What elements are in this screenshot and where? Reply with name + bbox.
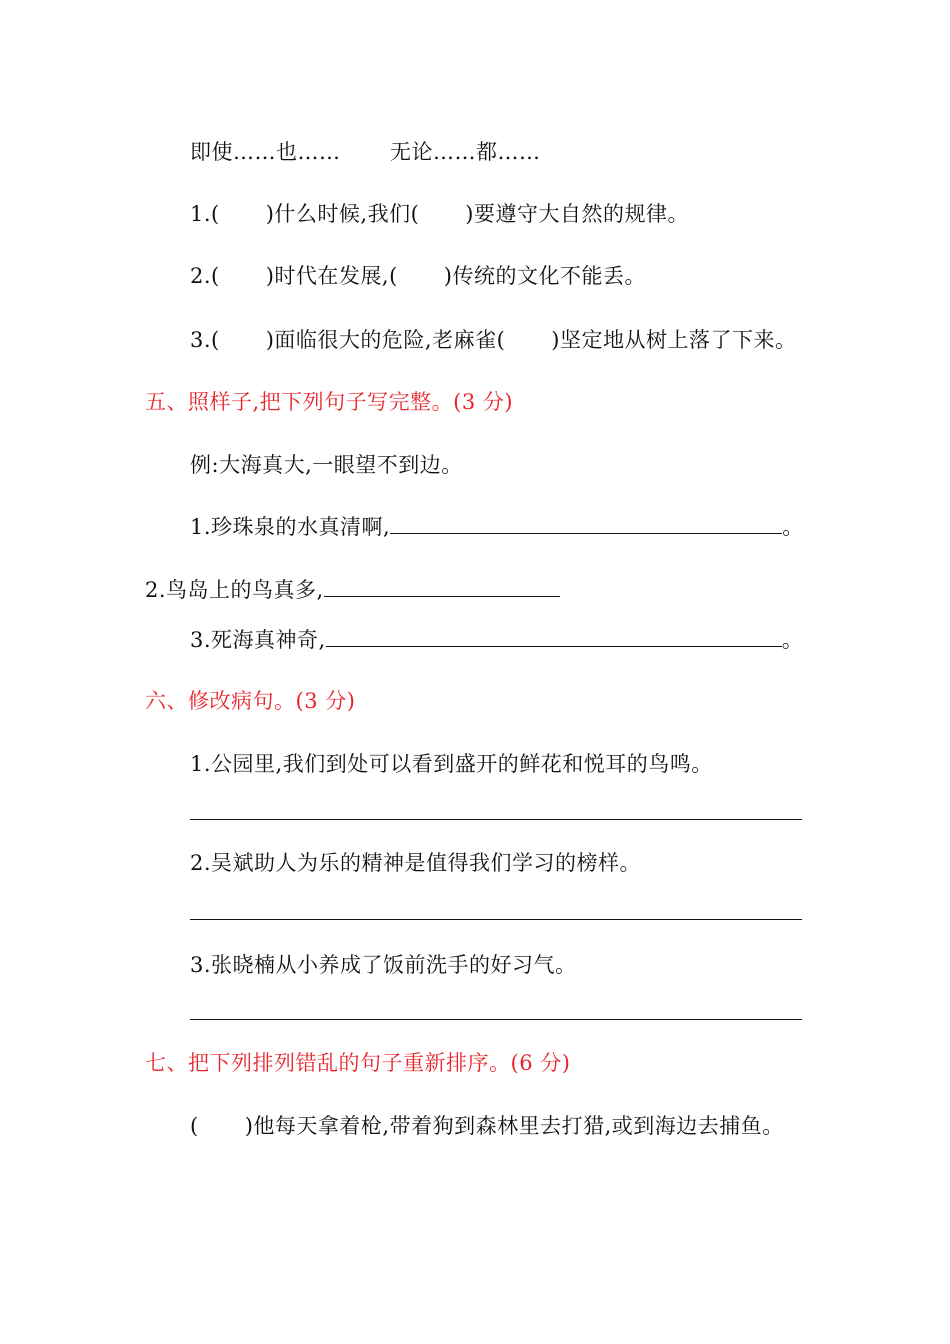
answer-line[interactable] — [190, 819, 802, 820]
fill-item-3 — [190, 326, 797, 354]
section-5-heading: 五、照样子,把下列句子写完整。(3 分) — [145, 390, 514, 414]
section-5-item-2 — [145, 576, 560, 604]
section-7-item — [190, 1112, 784, 1140]
fill-item-3-c: )坚定地从树上落了下来。 — [551, 328, 797, 352]
section-5-item-1-text: 1.珍珠泉的水真清啊, — [190, 515, 391, 539]
section-6-item-2: 2.吴斌助人为乐的精神是值得我们学习的榜样。 — [190, 851, 642, 875]
fill-item-1-b: )什么时候,我们( — [265, 202, 420, 226]
section-6-item-1: 1.公园里,我们到处可以看到盛开的鲜花和悦耳的鸟鸣。 — [190, 752, 713, 776]
section-5-item-1-end: 。 — [782, 515, 804, 539]
fill-item-1 — [190, 200, 689, 228]
section-6-heading: 六、修改病句。(3 分) — [145, 689, 356, 713]
section-5-item-1 — [190, 513, 804, 541]
fill-item-2 — [190, 262, 646, 290]
fill-item-2-a: 2.( — [190, 264, 220, 288]
section-7-item-b: )他每天拿着枪,带着狗到森林里去打猎,或到海边去捕鱼。 — [244, 1114, 784, 1138]
section-5-example: 例:大海真大,一眼望不到边。 — [190, 453, 463, 477]
fill-item-3-b: )面临很大的危险,老麻雀( — [265, 328, 506, 352]
section-7-heading: 七、把下列排列错乱的句子重新排序。(6 分) — [145, 1051, 571, 1075]
answer-line[interactable] — [190, 1019, 802, 1020]
answer-line[interactable] — [190, 919, 802, 920]
connective-2: 无论……都…… — [390, 140, 541, 164]
fill-item-3-a: 3.( — [190, 328, 220, 352]
answer-blank[interactable] — [390, 513, 782, 534]
section-5-item-3 — [190, 626, 803, 654]
section-7-item-a: ( — [190, 1114, 199, 1138]
section-5-item-3-text: 3.死海真神奇, — [190, 628, 326, 652]
section-6-item-3: 3.张晓楠从小养成了饭前洗手的好习气。 — [190, 953, 577, 977]
section-5-item-3-end: 。 — [781, 628, 804, 652]
fill-item-1-a: 1.( — [190, 202, 220, 226]
section-5-item-2-text: 2.鸟岛上的鸟真多, — [145, 578, 324, 602]
connective-1: 即使……也…… — [190, 140, 341, 164]
fill-item-2-c: )传统的文化不能丢。 — [443, 264, 646, 288]
fill-item-1-c: )要遵守大自然的规律。 — [465, 202, 689, 226]
answer-blank[interactable] — [324, 576, 560, 597]
answer-blank[interactable] — [326, 626, 782, 647]
fill-item-2-b: )时代在发展,( — [265, 264, 398, 288]
